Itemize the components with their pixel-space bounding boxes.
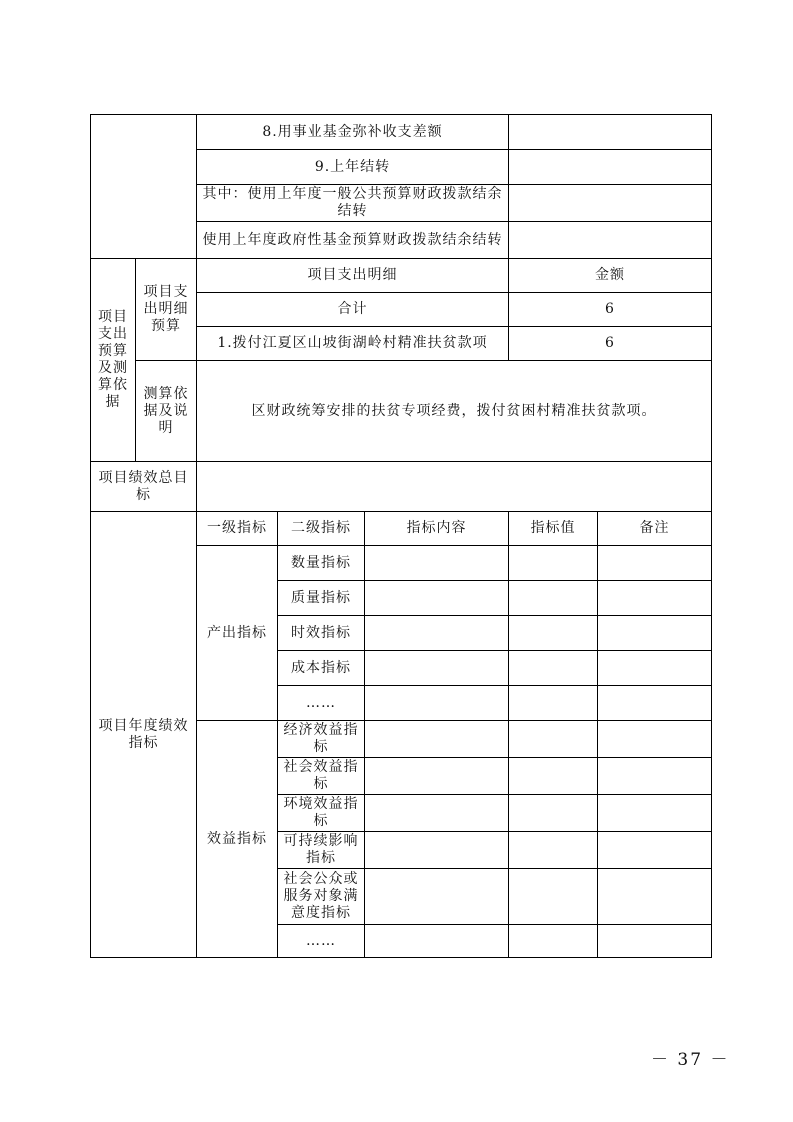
indicator-note-cell xyxy=(598,686,712,721)
indicator-value-cell xyxy=(509,581,598,616)
indicator-content-cell xyxy=(365,721,509,758)
output-indicator-item: 数量指标 xyxy=(278,546,365,581)
budget-detail-label: 项目支出明细预算 xyxy=(136,259,197,361)
indicator-content-cell xyxy=(365,795,509,832)
funding-row-label: 8.用事业基金弥补收支差额 xyxy=(197,115,509,150)
indicator-note-cell xyxy=(598,795,712,832)
overall-goal-row xyxy=(91,462,712,512)
benefit-indicator-item: …… xyxy=(278,925,365,958)
indicator-note-cell xyxy=(598,869,712,925)
indicator-value-cell xyxy=(509,651,598,686)
indicator-value-cell xyxy=(509,546,598,581)
indicator-content-cell xyxy=(365,686,509,721)
indicator-note-cell xyxy=(598,581,712,616)
indicator-header: 指标内容 xyxy=(365,512,509,546)
budget-col-item-header: 项目支出明细 xyxy=(197,259,509,293)
overall-goal-label: 项目绩效总目标 xyxy=(91,462,197,512)
indicator-value-cell xyxy=(509,795,598,832)
indicator-note-cell xyxy=(598,721,712,758)
budget-item-value: 6 xyxy=(509,327,712,361)
funding-row-value xyxy=(509,185,712,222)
indicator-value-cell xyxy=(509,832,598,869)
output-indicator-item: …… xyxy=(278,686,365,721)
benefit-indicator-item: 可持续影响指标 xyxy=(278,832,365,869)
funding-blank-cell xyxy=(91,115,197,259)
budget-item-label: 1.拨付江夏区山坡街湖岭村精准扶贫款项 xyxy=(197,327,509,361)
indicator-header-row xyxy=(91,512,712,546)
indicator-content-cell xyxy=(365,869,509,925)
indicator-header: 指标值 xyxy=(509,512,598,546)
indicator-content-cell xyxy=(365,925,509,958)
page-number: － 37 － xyxy=(651,1050,730,1070)
indicator-note-cell xyxy=(598,616,712,651)
indicator-section-label: 项目年度绩效指标 xyxy=(91,512,197,958)
overall-goal-value xyxy=(197,462,712,512)
indicator-value-cell xyxy=(509,869,598,925)
funding-row-value xyxy=(509,115,712,150)
benefit-indicator-item: 环境效益指标 xyxy=(278,795,365,832)
budget-basis-row xyxy=(91,361,712,462)
indicator-content-cell xyxy=(365,832,509,869)
budget-basis-label: 测算依据及说明 xyxy=(136,361,197,462)
project-budget-table xyxy=(90,114,712,958)
indicator-note-cell xyxy=(598,925,712,958)
indicator-content-cell xyxy=(365,651,509,686)
indicator-note-cell xyxy=(598,651,712,686)
indicator-content-cell xyxy=(365,546,509,581)
funding-row xyxy=(91,115,712,150)
budget-basis-text: 区财政统筹安排的扶贫专项经费，拨付贫困村精准扶贫款项。 xyxy=(197,361,712,462)
budget-total-value: 6 xyxy=(509,293,712,327)
funding-row-label: 9.上年结转 xyxy=(197,150,509,185)
indicator-note-cell xyxy=(598,546,712,581)
indicator-value-cell xyxy=(509,721,598,758)
indicator-header: 一级指标 xyxy=(197,512,278,546)
indicator-value-cell xyxy=(509,616,598,651)
budget-col-amount-header: 金额 xyxy=(509,259,712,293)
output-indicator-label: 产出指标 xyxy=(197,546,278,721)
budget-header-row xyxy=(91,259,712,293)
indicator-header: 备注 xyxy=(598,512,712,546)
indicator-content-cell xyxy=(365,758,509,795)
funding-row-value xyxy=(509,150,712,185)
indicator-header: 二级指标 xyxy=(278,512,365,546)
funding-row-label: 使用上年度政府性基金预算财政拨款结余结转 xyxy=(197,222,509,259)
indicator-value-cell xyxy=(509,758,598,795)
benefit-indicator-label: 效益指标 xyxy=(197,721,278,958)
indicator-content-cell xyxy=(365,616,509,651)
indicator-note-cell xyxy=(598,832,712,869)
output-indicator-item: 时效指标 xyxy=(278,616,365,651)
budget-total-label: 合计 xyxy=(197,293,509,327)
benefit-indicator-item: 经济效益指标 xyxy=(278,721,365,758)
indicator-note-cell xyxy=(598,758,712,795)
funding-row-label: 其中：使用上年度一般公共预算财政拨款结余结转 xyxy=(197,185,509,222)
budget-section-label: 项目支出预算及测算依据 xyxy=(91,259,136,462)
indicator-value-cell xyxy=(509,925,598,958)
output-indicator-item: 质量指标 xyxy=(278,581,365,616)
benefit-indicator-item: 社会效益指标 xyxy=(278,758,365,795)
benefit-indicator-item: 社会公众或服务对象满意度指标 xyxy=(278,869,365,925)
output-indicator-item: 成本指标 xyxy=(278,651,365,686)
indicator-content-cell xyxy=(365,581,509,616)
funding-row-value xyxy=(509,222,712,259)
indicator-value-cell xyxy=(509,686,598,721)
